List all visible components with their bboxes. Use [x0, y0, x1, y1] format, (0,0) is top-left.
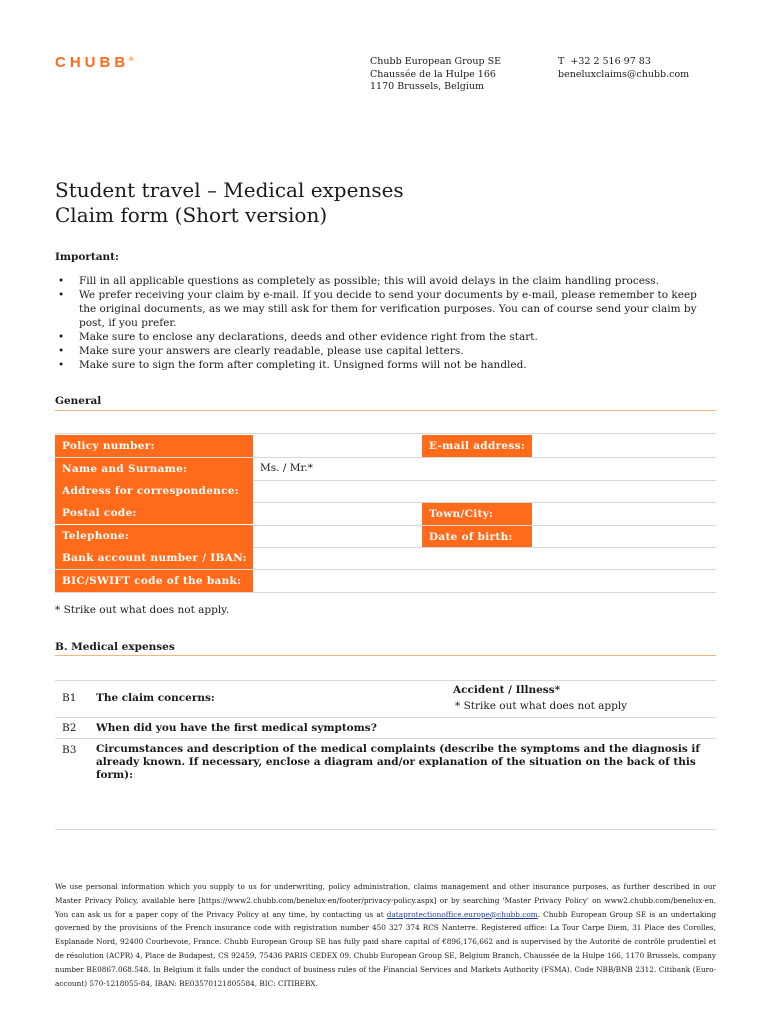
contact-email: beneluxclaims@chubb.com — [558, 68, 690, 80]
address-line: Chubb European Group SE — [370, 56, 502, 67]
telephone-label: Telephone: — [55, 525, 253, 547]
important-heading: Important: — [55, 251, 119, 263]
title-line-1: Student travel – Medical expenses — [55, 178, 404, 202]
b1-number: B1 — [62, 692, 77, 704]
row-divider — [55, 829, 716, 830]
row-divider — [55, 717, 716, 718]
company-address — [370, 56, 501, 94]
list-item: • Make sure to sign the form after completing it. Unsigned forms will not be handled. — [58, 359, 527, 371]
phone-number: T +32 2 516 97 83 — [558, 56, 651, 67]
section-divider — [55, 410, 716, 411]
date-of-birth-label: Date of birth: — [422, 526, 532, 548]
row-divider — [55, 680, 716, 681]
policy-number-label: Policy number: — [55, 435, 253, 457]
title-line-2: Claim form (Short version) — [55, 203, 328, 227]
address-line: 1170 Brussels, Belgium — [370, 81, 485, 92]
name-surname-label: Name and Surname: — [55, 458, 253, 480]
b3-question: Circumstances and description of the medical complaints (describe the symptoms and the diagnosis if already known. If necessary, enclose a diagram and/or explanation of the situation on the back of this form): — [96, 743, 700, 781]
row-divider — [55, 592, 716, 593]
section-divider — [55, 655, 716, 656]
address-label: Address for correspondence: — [55, 480, 253, 502]
address-line: Chaussée de la Hulpe 166 — [370, 68, 496, 80]
b1-question: The claim concerns: — [96, 692, 215, 704]
list-item: • Make sure to enclose any declarations, deeds and other evidence right from the start. — [58, 331, 538, 343]
b2-question: When did you have the first medical symptoms? — [96, 722, 377, 734]
page-title — [55, 178, 404, 228]
bic-swift-label: BIC/SWIFT code of the bank: — [55, 570, 253, 592]
medical-heading: B. Medical expenses — [55, 641, 175, 653]
privacy-footer: We use personal information which you supply to us for underwriting, policy administration, claims management and other insurance purposes, as further described in our Master Privacy Policy, available here [https://www2.chubb.com/benelux-en/footer/privacy-policy.aspx] or by searching 'Master Privacy Policy' on www2.chubb.com/benelux-en. You can ask us for a paper copy of the Privacy Policy at any time, by contacting us at dataprotectionoffice.europe@chubb.com. Chubb European Group SE is an undertaking governed by the provisions of the French insurance code with registration number 450 327 374 RCS Nanterre. Registered office: La Tour Carpe Diem, 31 Place des Corolles, Esplanade Nord, 92400 Courbevoie, France. Chubb European Group SE has fully paid share capital of €896,176,662 and is supervised by the Autorité de contrôle prudentiel et de résolution (ACPR) 4, Place de Budapest, CS 92459, 75436 PARIS CEDEX 09. Chubb European Group SE, Belgium Branch, Chaussée de la Hulpe 166, 1170 Brussels, company number BE0867.068.548. In Belgium it falls under the conduct of business rules of the Financial Services and Markets Authority (FSMA). Code NBB/BNB 2312. Citibank (Euro-account) 570-1218055-84, IBAN: BE03570121805584, BIC: CITIBEBX. — [55, 882, 716, 988]
b1-answer[interactable]: Accident / Illness* — [453, 684, 561, 696]
list-item: • Fill in all applicable questions as completely as possible; this will avoid delays in the claim handling process. — [58, 275, 660, 287]
salutation-field[interactable]: Ms. / Mr.* — [260, 462, 313, 474]
chubb-logo: CHUBB® — [55, 54, 134, 71]
general-heading: General — [55, 395, 102, 407]
privacy-email-link[interactable]: dataprotectionoffice.europe@chubb.com — [386, 909, 538, 919]
b1-note: * Strike out what does not apply — [455, 700, 628, 712]
important-list — [55, 274, 715, 372]
row-divider — [55, 433, 716, 434]
b3-number: B3 — [62, 744, 77, 756]
bank-account-label: Bank account number / IBAN: — [55, 547, 253, 569]
email-address-label: E-mail address: — [422, 435, 532, 457]
b2-number: B2 — [62, 722, 77, 734]
row-divider — [55, 738, 716, 739]
list-item: • Make sure your answers are clearly readable, please use capital letters. — [58, 345, 464, 357]
town-city-label: Town/City: — [422, 503, 532, 525]
strike-out-note: * Strike out what does not apply. — [55, 604, 230, 616]
company-contact — [558, 56, 689, 81]
list-item: • We prefer receiving your claim by e-mail. If you decide to send your documents by e-mail, please remember to keep the original documents, as we may still ask for them for verification purposes. You can of course send your claim by post, if you prefer. — [58, 289, 697, 329]
postal-code-label: Postal code: — [55, 502, 253, 524]
